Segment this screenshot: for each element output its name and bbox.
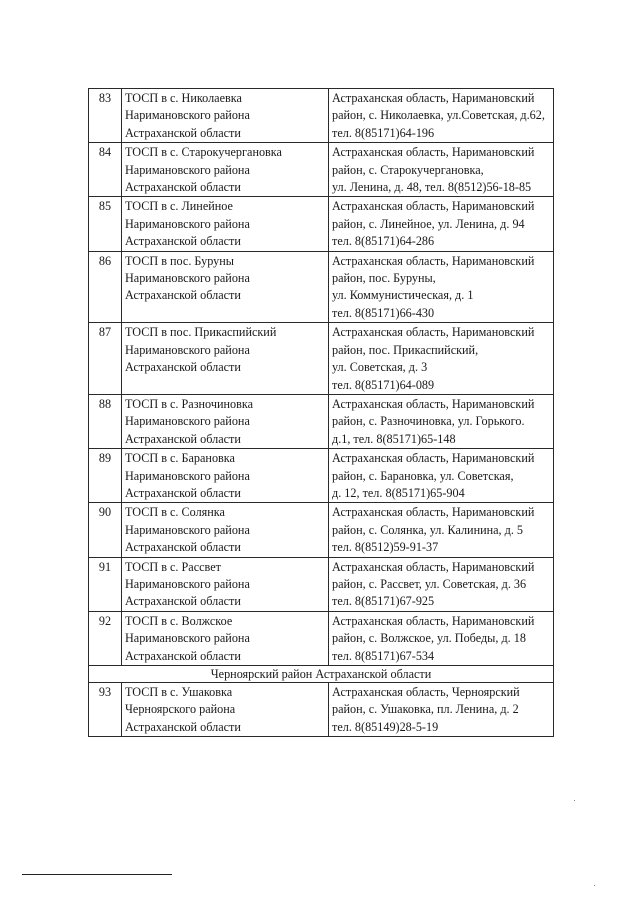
scan-speck (594, 885, 595, 886)
office-name-cell (122, 323, 329, 395)
table-row (89, 251, 554, 323)
office-address-cell (329, 449, 554, 503)
office-address-cell-line: ул. Ленина, д. 48, тел. 8(8512)56-18-85 (332, 180, 532, 195)
office-address-cell-line: д. 12, тел. 8(85171)65-904 (332, 485, 465, 500)
office-name-cell-line: Астраханской области (125, 648, 241, 663)
office-address-cell (329, 503, 554, 557)
office-address-cell (329, 557, 554, 611)
office-address-cell-line: Астраханская область, Наримановский (332, 325, 535, 340)
office-name-cell-line: Наримановского района (125, 162, 250, 177)
table-row (89, 394, 554, 448)
row-number: 93 (89, 683, 122, 737)
office-name-cell-line: Наримановского района (125, 414, 250, 429)
office-address-cell-line: тел. 8(85171)66-430 (332, 305, 435, 320)
office-name-cell-line: Черноярского района (125, 702, 236, 717)
table-row (89, 89, 554, 143)
office-name-cell-line: ТОСП в с. Николаевка (125, 91, 242, 105)
office-address-cell-line: Астраханская область, Наримановский (332, 451, 535, 466)
row-number: 92 (89, 611, 122, 665)
table-row (89, 197, 554, 251)
office-name-cell-line: ТОСП в с. Солянка (125, 505, 225, 520)
office-address-cell-line: д.1, тел. 8(85171)65-148 (332, 431, 456, 446)
row-number: 86 (89, 251, 122, 323)
office-address-cell-line: район, с. Николаевка, ул.Советская, д.62, (332, 108, 545, 123)
office-name-cell-line: ТОСП в с. Волжское (125, 613, 233, 628)
office-name-cell-line: ТОСП в с. Старокучергановка (125, 145, 282, 160)
office-address-cell (329, 197, 554, 251)
section-heading: Черноярский район Астраханской области (89, 666, 554, 683)
office-name-cell-line: Астраханской области (125, 125, 241, 140)
footnote-rule (22, 874, 172, 875)
office-name-cell-line: Астраханской области (125, 360, 241, 375)
section-row (89, 666, 554, 683)
office-name-cell-line: ТОСП в с. Разночиновка (125, 396, 253, 411)
table-row (89, 503, 554, 557)
scan-speck (574, 800, 575, 801)
office-address-cell-line: Астраханская область, Наримановский (332, 505, 535, 520)
office-address-cell-line: ул. Советская, д. 3 (332, 360, 428, 375)
table-row (89, 557, 554, 611)
office-address-cell-line: район, с. Барановка, ул. Советская, (332, 468, 514, 483)
office-address-cell-line: Астраханская область, Наримановский (332, 559, 535, 574)
office-address-cell-line: тел. 8(85171)64-089 (332, 377, 435, 392)
office-name-cell-line: Наримановского района (125, 576, 250, 591)
office-address-cell (329, 323, 554, 395)
office-name-cell (122, 449, 329, 503)
table-row (89, 323, 554, 395)
office-name-cell-line: ТОСП в с. Линейное (125, 199, 233, 214)
office-name-cell (122, 143, 329, 197)
office-address-cell-line: ул. Коммунистическая, д. 1 (332, 288, 474, 303)
office-name-cell-line: Астраханской области (125, 288, 241, 303)
office-address-cell (329, 611, 554, 665)
office-name-cell-line: Наримановского района (125, 342, 250, 357)
office-name-cell-line: Астраханской области (125, 431, 241, 446)
office-name-cell-line: Наримановского района (125, 108, 250, 123)
office-name-cell (122, 394, 329, 448)
office-name-cell-line: Астраханской области (125, 719, 241, 734)
office-name-cell (122, 503, 329, 557)
office-address-cell-line: район, с. Рассвет, ул. Советская, д. 36 (332, 576, 527, 591)
office-name-cell-line: Астраханской области (125, 594, 241, 609)
table-row (89, 683, 554, 737)
office-name-cell-line: Наримановского района (125, 522, 250, 537)
office-name-cell (122, 89, 329, 143)
office-address-cell-line: Астраханская область, Наримановский (332, 396, 535, 411)
office-address-cell-line: район, с. Волжское, ул. Победы, д. 18 (332, 631, 526, 646)
table-row (89, 449, 554, 503)
office-address-cell-line: тел. 8(85171)64-286 (332, 234, 435, 249)
office-address-cell-line: район, с. Солянка, ул. Калинина, д. 5 (332, 522, 524, 537)
office-name-cell-line: Астраханской области (125, 485, 241, 500)
office-address-cell-line: Астраханская область, Наримановский (332, 253, 535, 268)
row-number: 84 (89, 143, 122, 197)
office-name-cell-line: Астраханской области (125, 180, 241, 195)
office-name-cell-line: Наримановского района (125, 631, 250, 646)
office-name-cell-line: Астраханской области (125, 234, 241, 249)
offices-table-body (89, 89, 554, 737)
office-name-cell (122, 197, 329, 251)
office-name-cell-line: ТОСП в пос. Прикаспийский (125, 325, 277, 340)
office-name-cell (122, 683, 329, 737)
office-address-cell (329, 89, 554, 143)
office-address-cell (329, 143, 554, 197)
office-address-cell (329, 251, 554, 323)
office-name-cell-line: ТОСП в с. Рассвет (125, 559, 221, 574)
office-address-cell-line: район, с. Линейное, ул. Ленина, д. 94 (332, 216, 525, 231)
row-number: 90 (89, 503, 122, 557)
office-address-cell-line: тел. 8(85171)64-196 (332, 125, 435, 140)
row-number: 87 (89, 323, 122, 395)
office-address-cell-line: район, с. Разночиновка, ул. Горького. (332, 414, 525, 429)
office-name-cell-line: Наримановского района (125, 216, 250, 231)
office-name-cell-line: ТОСП в с. Ушаковка (125, 685, 233, 699)
office-address-cell-line: тел. 8(85149)28-5-19 (332, 719, 439, 734)
office-name-cell-line: Наримановского района (125, 271, 250, 286)
office-name-cell-line: ТОСП в с. Барановка (125, 451, 235, 466)
office-address-cell-line: Астраханская область, Наримановский (332, 145, 535, 160)
office-address-cell-line: Астраханская область, Наримановский (332, 199, 535, 214)
office-name-cell-line: Астраханской области (125, 540, 241, 555)
office-address-cell-line: район, пос. Прикаспийский, (332, 342, 479, 357)
row-number: 88 (89, 394, 122, 448)
office-name-cell (122, 557, 329, 611)
table-row (89, 611, 554, 665)
office-address-cell-line: район, пос. Буруны, (332, 271, 436, 286)
office-address-cell-line: Астраханская область, Наримановский (332, 613, 535, 628)
offices-table (88, 88, 554, 737)
office-address-cell (329, 394, 554, 448)
office-address-cell (329, 683, 554, 737)
office-address-cell-line: Астраханская область, Наримановский (332, 91, 535, 105)
row-number: 91 (89, 557, 122, 611)
table-row (89, 143, 554, 197)
row-number: 83 (89, 89, 122, 143)
office-address-cell-line: тел. 8(85171)67-534 (332, 648, 435, 663)
office-address-cell-line: тел. 8(8512)59-91-37 (332, 540, 439, 555)
row-number: 85 (89, 197, 122, 251)
office-address-cell-line: район, с. Ушаковка, пл. Ленина, д. 2 (332, 702, 519, 717)
office-name-cell-line: Наримановского района (125, 468, 250, 483)
office-name-cell (122, 611, 329, 665)
row-number: 89 (89, 449, 122, 503)
office-address-cell-line: район, с. Старокучергановка, (332, 162, 484, 177)
office-name-cell (122, 251, 329, 323)
office-name-cell-line: ТОСП в пос. Буруны (125, 253, 234, 268)
office-address-cell-line: тел. 8(85171)67-925 (332, 594, 435, 609)
office-address-cell-line: Астраханская область, Черноярский (332, 685, 520, 699)
